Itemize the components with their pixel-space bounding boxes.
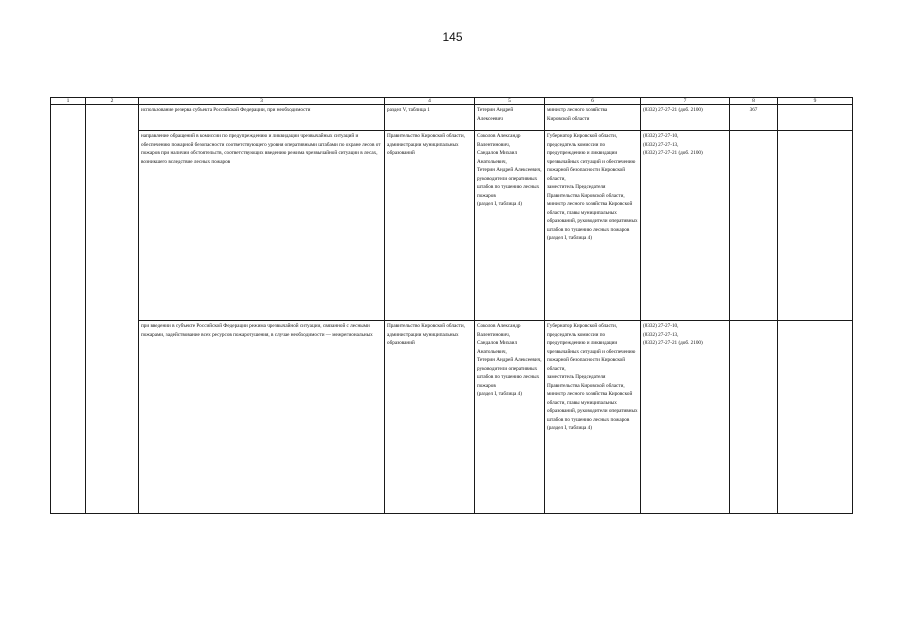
table-header-row (51, 98, 853, 105)
page-number: 145 (442, 30, 463, 44)
cell-col-1 (51, 105, 86, 514)
header-col-1: 1 (51, 98, 86, 105)
cell-position: министр лесного хозяйства Кировской области (545, 105, 641, 131)
cell-document: Правительство Кировской области, администрации муниципальных образований (385, 321, 475, 514)
cell-col-8 (730, 131, 778, 321)
cell-phone: (8332) 27-27-10, (8332) 27-27-13, (8332) 27-27-21 (доб. 2100) (641, 321, 730, 514)
header-col-7: 7 (641, 98, 730, 105)
cell-col-9 (778, 321, 853, 514)
document-table (50, 97, 853, 514)
cell-col-2 (86, 105, 139, 514)
cell-responsible: Соколов Александр Валентинович, Сандалов Михаил Анатольевич, Тетерин Андрей Алексеевич, руководители оперативных штабов по тушению лесных пожаров (раздел I, таблица 4) (475, 321, 545, 514)
cell-col-9 (778, 105, 853, 131)
cell-measure: использование резерва субъекта Российской Федерации, при необходимости (139, 105, 385, 131)
cell-col-8: 367 (730, 105, 778, 131)
table-row (51, 105, 853, 131)
header-col-5: 5 (475, 98, 545, 105)
cell-responsible: Соколов Александр Валентинович, Сандалов Михаил Анатольевич, Тетерин Андрей Алексеевич, руководители оперативных штабов по тушению лесных пожаров (раздел I, таблица 4) (475, 131, 545, 321)
cell-position: Губернатор Кировской области, председатель комиссии по предупреждению и ликвидации чрезвычайных ситуаций и обеспечению пожарной безопасности Кировской области, заместитель Председателя Правительства Кировской области, министр лесного хозяйства Кировской области, главы муниципальных образований, руководители оперативных штабов по тушению лесных пожаров (раздел I, таблица 4) (545, 321, 641, 514)
header-col-8: 8 (730, 98, 778, 105)
header-col-6: 6 (545, 98, 641, 105)
cell-document: раздел V, таблица 1 (385, 105, 475, 131)
cell-position: Губернатор Кировской области, председатель комиссии по предупреждению и ликвидации чрезвычайных ситуаций и обеспечению пожарной безопасности Кировской области, заместитель Председателя Правительства Кировской области, министр лесного хозяйства Кировской области, главы муниципальных образований, руководители оперативных штабов по тушению лесных пожаров (раздел I, таблица 4) (545, 131, 641, 321)
cell-col-8 (730, 321, 778, 514)
header-col-2: 2 (86, 98, 139, 105)
table-row (51, 321, 853, 514)
cell-document: Правительство Кировской области, администрации муниципальных образований (385, 131, 475, 321)
cell-col-9 (778, 131, 853, 321)
header-col-4: 4 (385, 98, 475, 105)
cell-measure: направление обращений в комиссии по предупреждению и ликвидации чрезвычайных ситуаций и обеспечению пожарной безопасности соответствующего уровня оперативными штабами по охране лесов от пожаров при наличии обстоятельств, соответствующих введению режима чрезвычайной ситуации в лесах, возникшего вследствие лесных пожаров (139, 131, 385, 321)
cell-phone: (8332) 27-27-21 (доб. 2100) (641, 105, 730, 131)
header-col-9: 9 (778, 98, 853, 105)
cell-phone: (8332) 27-27-10, (8332) 27-27-13, (8332) 27-27-21 (доб. 2100) (641, 131, 730, 321)
header-col-3: 3 (139, 98, 385, 105)
cell-measure: при введении в субъекте Российской Федерации режима чрезвычайной ситуации, связанной с лесными пожарами, задействование всех ресурсов пожаротушения, в случае необходимости — межрегиональных (139, 321, 385, 514)
cell-responsible: Тетерин Андрей Алексеевич (475, 105, 545, 131)
table-row (51, 131, 853, 321)
